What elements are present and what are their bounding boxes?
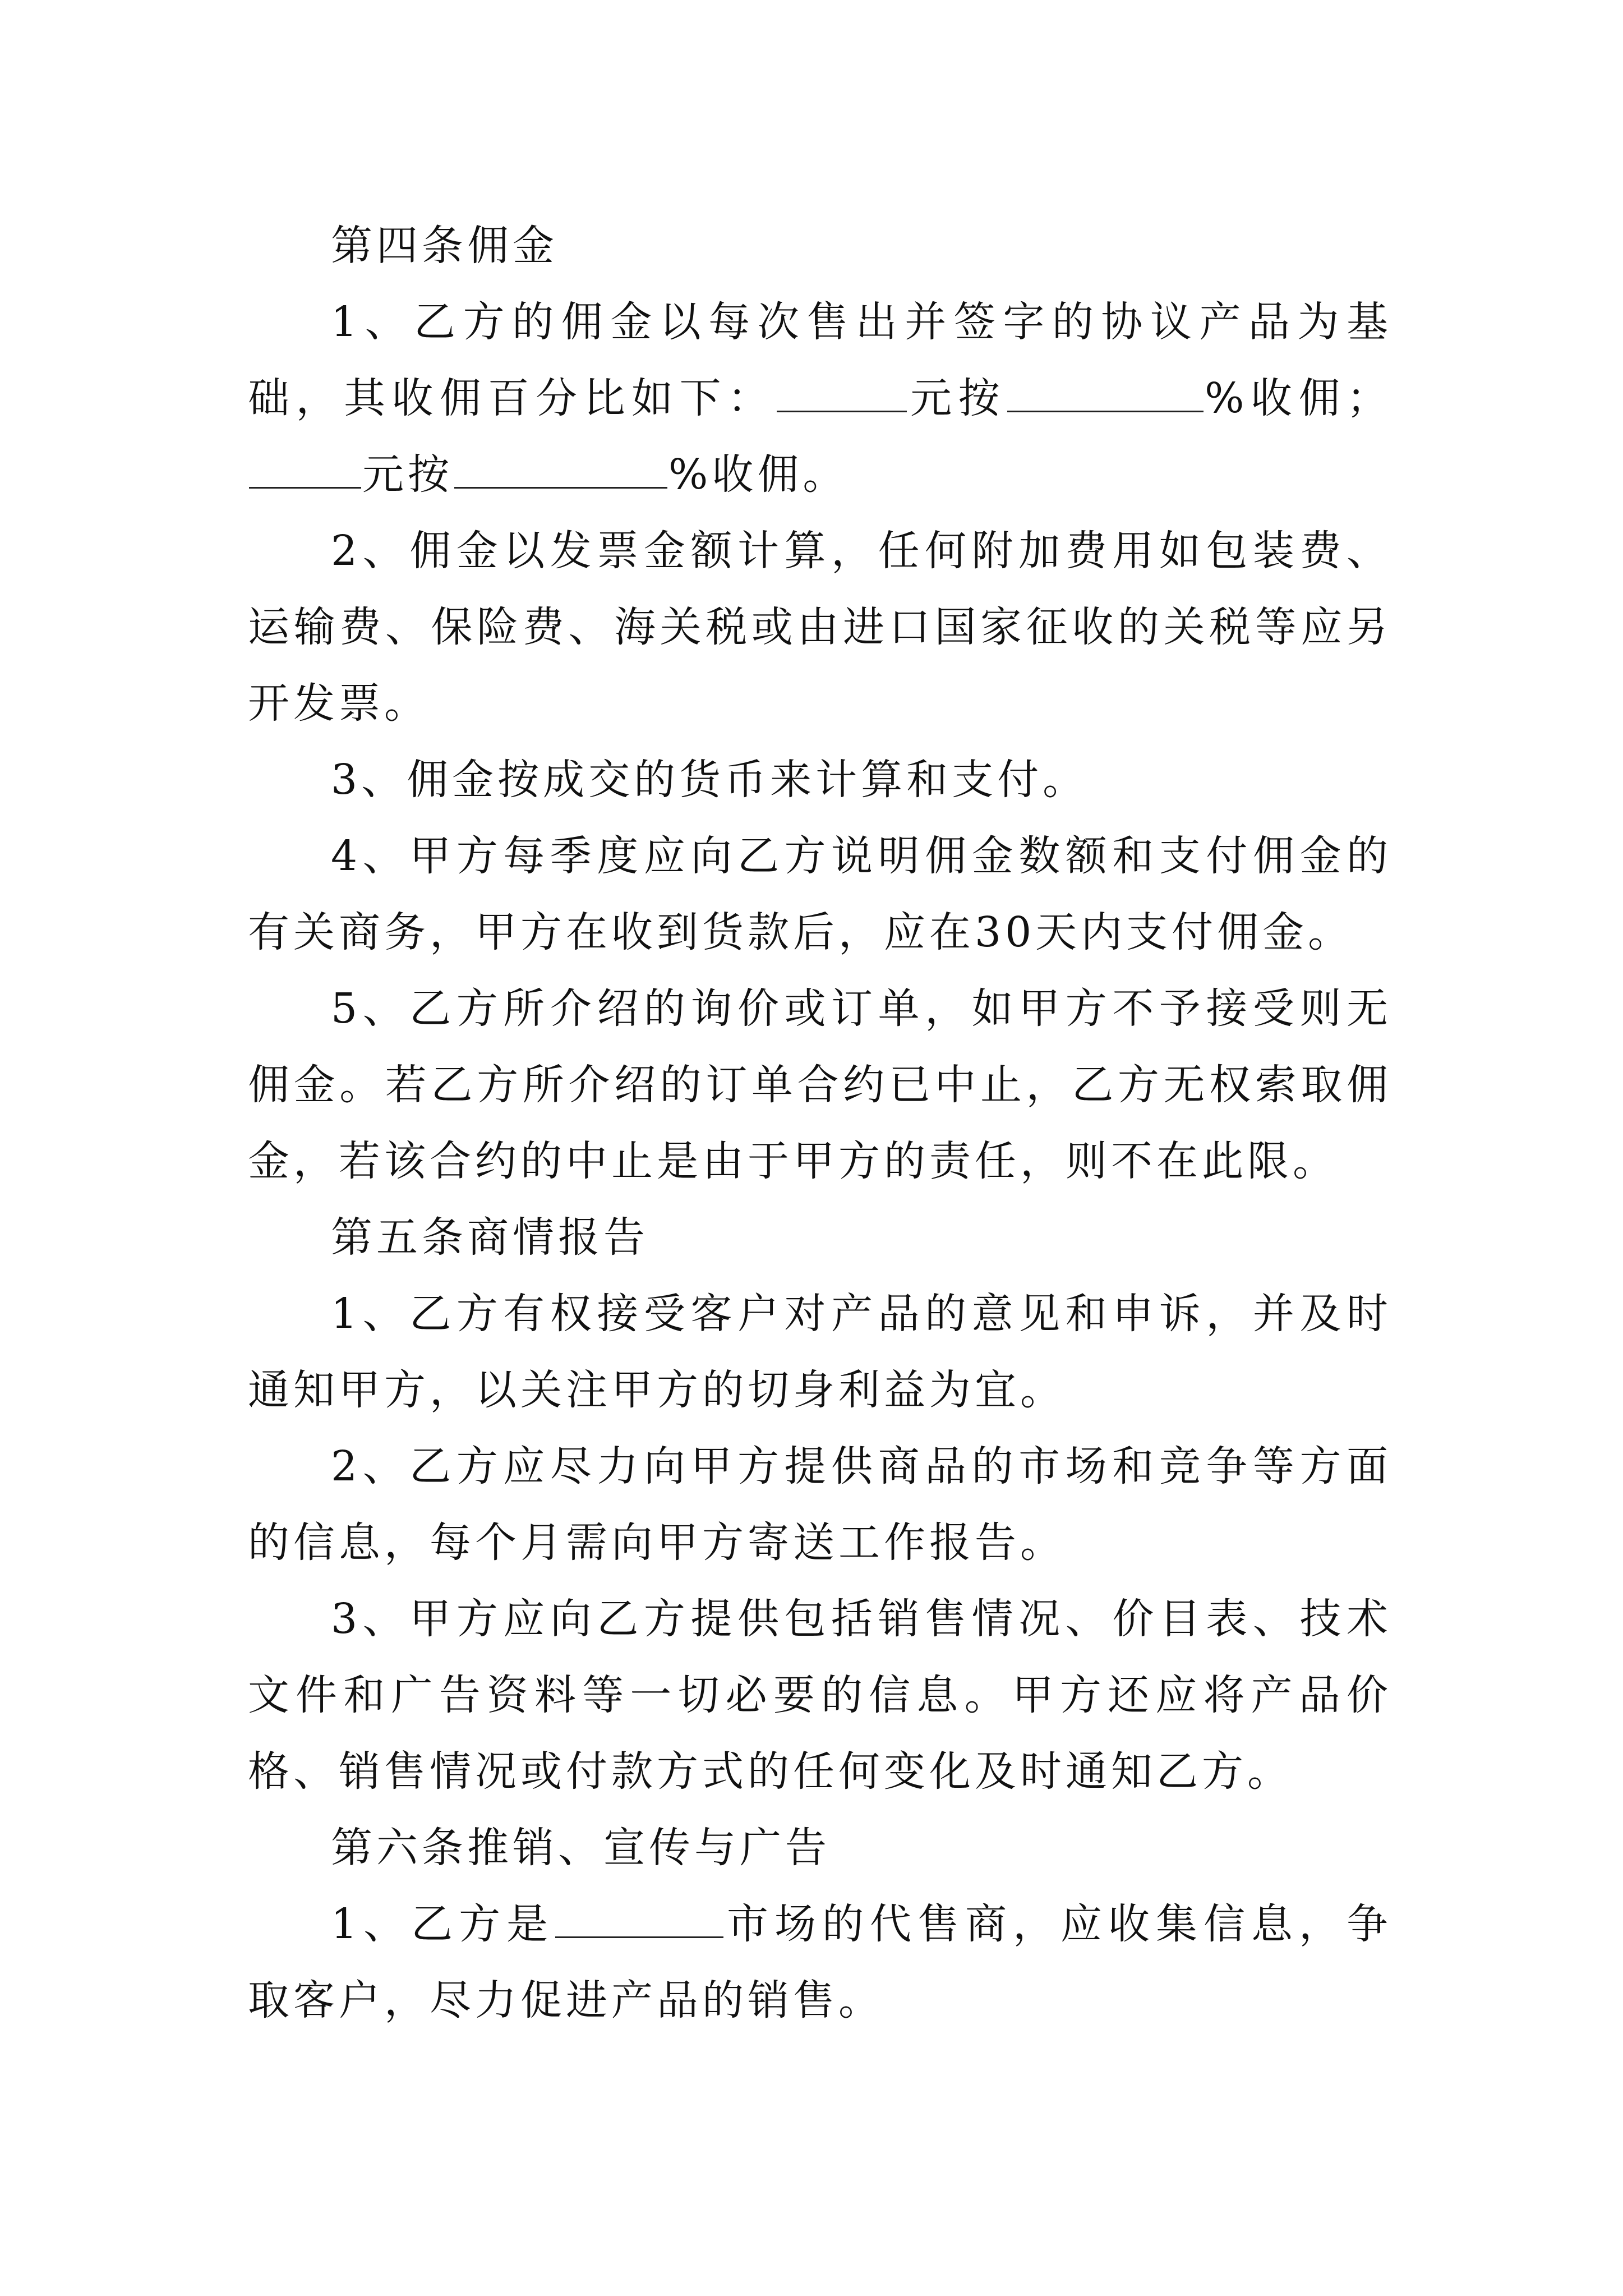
- clause-text: 元按: [907, 374, 1007, 422]
- fill-in-blank[interactable]: [454, 448, 667, 489]
- clause-text: 元按: [362, 450, 453, 499]
- article-4-clause-2: 2、佣金以发票金额计算，任何附加费用如包装费、运输费、保险费、海关税或由进口国家征收的关税等应另开发票。: [248, 527, 1392, 728]
- article-6-heading: 第六条推销、宣传与广告: [331, 1824, 831, 1872]
- clause-text: %收佣。: [668, 450, 849, 499]
- article-5-heading: 第五条商情报告: [331, 1213, 649, 1262]
- article-4-clause-5: 5、乙方所介绍的询价或订单，如甲方不予接受则无佣金。若乙方所介绍的订单合约已中止，乙方无权索取佣金，若该合约的中止是由于甲方的责任，则不在此限。: [248, 984, 1392, 1185]
- document-body: [248, 208, 1392, 2039]
- article-4-clause-1: [248, 284, 1392, 513]
- article-4-heading: 第四条佣金: [331, 222, 558, 270]
- fill-in-blank[interactable]: [249, 448, 361, 489]
- fill-in-blank[interactable]: [1007, 371, 1204, 412]
- fill-in-blank[interactable]: [555, 1897, 723, 1938]
- clause-text: 市场的代售商，应收集信息，争取客户，尽力促进产品的销售。: [248, 1900, 1392, 2024]
- clause-text: 1、乙方的佣金以每次售出并签字的协议产品为基础，其收佣百分比如下：: [248, 298, 1392, 422]
- article-5-clause-1: 1、乙方有权接受客户对产品的意见和申诉，并及时通知甲方，以关注甲方的切身利益为宜。: [248, 1290, 1392, 1414]
- article-5-clause-3: 3、甲方应向乙方提供包括销售情况、价目表、技术文件和广告资料等一切必要的信息。甲方还应将产品价格、销售情况或付款方式的任何变化及时通知乙方。: [248, 1595, 1392, 1796]
- article-4-clause-3: 3、佣金按成交的货币来计算和支付。: [331, 756, 1089, 804]
- article-5-clause-2: 2、乙方应尽力向甲方提供商品的市场和竞争等方面的信息，每个月需向甲方寄送工作报告。: [248, 1442, 1392, 1567]
- article-4-clause-4: 4、甲方每季度应向乙方说明佣金数额和支付佣金的有关商务，甲方在收到货款后，应在30天内支付佣金。: [248, 832, 1392, 956]
- fill-in-blank[interactable]: [777, 371, 907, 412]
- article-6-clause-1: [248, 1886, 1392, 2039]
- clause-text: 1、乙方是: [331, 1900, 555, 1948]
- clause-text: %收佣；: [1205, 374, 1393, 422]
